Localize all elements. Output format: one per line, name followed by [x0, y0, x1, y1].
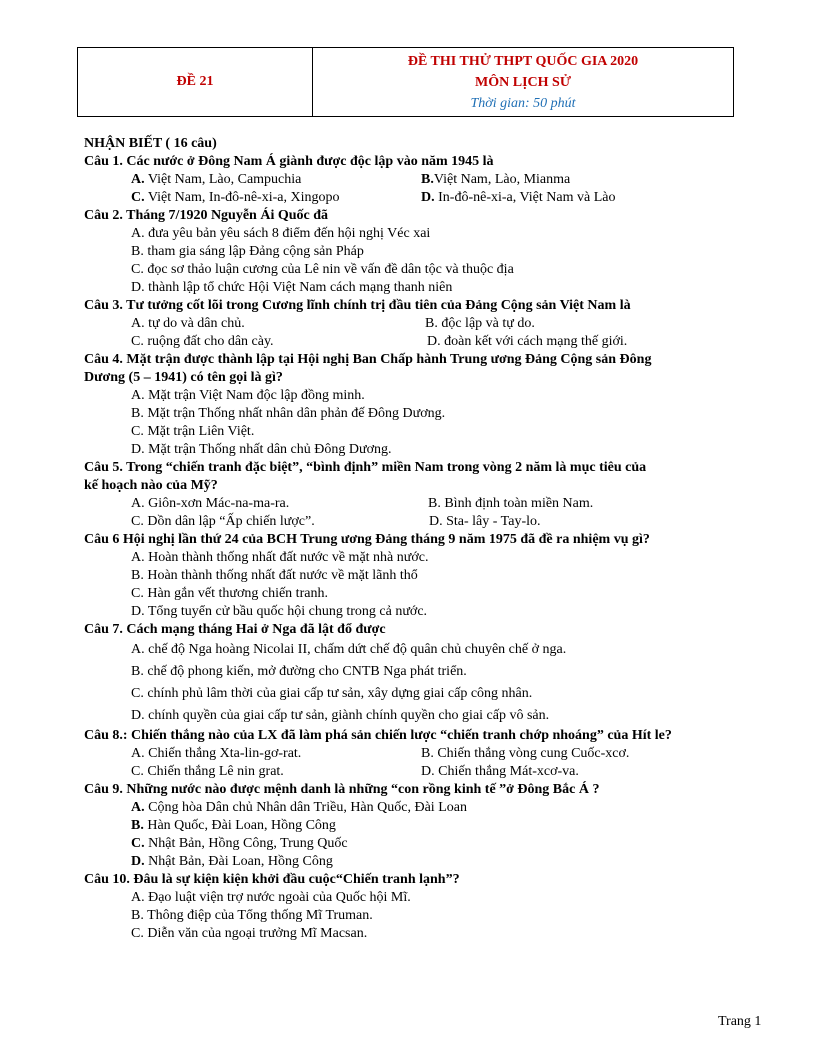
q1-row-cd: [84, 189, 774, 207]
q7-option-c: C. chính phủ lâm thời của giai cấp tư sản, xây dựng giai cấp công nhân.: [131, 686, 533, 701]
q3-option-d: D. đoàn kết với cách mạng thế giới.: [427, 334, 628, 349]
q1-option-d: D. In-đô-nê-xi-a, Việt Nam và Lào: [421, 190, 616, 205]
exam-time: Thời gian: 50 phút: [470, 95, 576, 111]
q8-option-b: B. Chiến thắng vòng cung Cuốc-xcơ.: [421, 746, 630, 761]
question-5-cont: kế hoạch nào của Mỹ?: [84, 478, 218, 493]
question-4-cont: Dương (5 – 1941) có tên gọi là gì?: [84, 370, 283, 385]
q3-row-ab: [84, 315, 774, 333]
question-8: Câu 8.: Chiến thắng nào của LX đã làm phá sản chiến lược “chiến tranh chớp nhoáng” của Hít le?: [84, 728, 672, 743]
exam-content: [84, 135, 774, 943]
q4-option-d: D. Mặt trận Thống nhất dân chủ Đông Dương.: [131, 442, 392, 457]
q8-row-ab: [84, 745, 774, 763]
q1-option-c: C. Việt Nam, In-đô-nê-xi-a, Xingopo: [131, 190, 340, 205]
exam-subject: MÔN LỊCH SỬ: [475, 74, 571, 90]
q9-option-a: A. Cộng hòa Dân chủ Nhân dân Triều, Hàn Quốc, Đài Loan: [131, 800, 467, 815]
section-heading: NHẬN BIẾT ( 16 câu): [84, 136, 217, 151]
q6-option-c: C. Hàn gắn vết thương chiến tranh.: [131, 586, 328, 601]
q2-option-c: C. đọc sơ thảo luận cương của Lê nin về vấn đề dân tộc và thuộc địa: [131, 262, 514, 277]
question-7: Câu 7. Cách mạng tháng Hai ở Nga đã lật đổ được: [84, 622, 386, 637]
page-number: Trang 1: [718, 1014, 762, 1029]
q5-option-a: A. Giôn-xơn Mác-na-ma-ra.: [131, 496, 290, 511]
q3-row-cd: [84, 333, 774, 351]
q5-option-c: C. Dồn dân lập “Ấp chiến lược”.: [131, 514, 315, 529]
q9-option-d: D. Nhật Bản, Đài Loan, Hồng Công: [131, 854, 333, 869]
q6-option-b: B. Hoàn thành thống nhất đất nước về mặt lãnh thổ: [131, 568, 418, 583]
exam-title-cell: [313, 48, 734, 117]
q5-row-ab: [84, 495, 774, 513]
q5-option-b: B. Bình định toàn miền Nam.: [428, 496, 594, 511]
q4-option-a: A. Mặt trận Việt Nam độc lập đồng minh.: [131, 388, 365, 403]
q2-option-b: B. tham gia sáng lập Đảng cộng sản Pháp: [131, 244, 364, 259]
header-table: [77, 47, 734, 117]
q10-option-b: B. Thông điệp của Tổng thống Mĩ Truman.: [131, 908, 373, 923]
q2-option-a: A. đưa yêu bản yêu sách 8 điểm đến hội nghị Véc xai: [131, 226, 431, 241]
exam-title: ĐỀ THI THỬ THPT QUỐC GIA 2020: [407, 53, 639, 69]
q7-option-b: B. chế độ phong kiến, mở đường cho CNTB Nga phát triển.: [131, 664, 467, 679]
q9-option-b: B. Hàn Quốc, Đài Loan, Hồng Công: [131, 818, 336, 833]
q1-option-b: B.Việt Nam, Lào, Mianma: [421, 172, 571, 187]
q10-option-c: C. Diễn văn của ngoại trưởng Mĩ Macsan.: [131, 926, 368, 941]
q6-option-d: D. Tổng tuyển cử bầu quốc hội chung trong cả nước.: [131, 604, 428, 619]
q6-option-a: A. Hoàn thành thống nhất đất nước về mặt nhà nước.: [131, 550, 429, 565]
q8-option-d: D. Chiến thắng Mát-xcơ-va.: [421, 764, 579, 779]
q1-option-a: A. Việt Nam, Lào, Campuchia: [131, 172, 302, 187]
q10-option-a: A. Đạo luật viện trợ nước ngoài của Quốc hội Mĩ.: [131, 890, 411, 905]
q4-option-b: B. Mặt trận Thống nhất nhân dân phản đế Đông Dương.: [131, 406, 446, 421]
q9-option-c: C. Nhật Bản, Hồng Công, Trung Quốc: [131, 836, 348, 851]
exam-code: ĐỀ 21: [78, 48, 313, 117]
question-10: Câu 10. Đâu là sự kiện kiện khởi đầu cuộc“Chiến tranh lạnh”?: [84, 872, 460, 887]
question-6: Câu 6 Hội nghị lần thứ 24 của BCH Trung ương Đảng tháng 9 năm 1975 đã đề ra nhiệm vụ gì?: [84, 532, 650, 547]
q8-row-cd: [84, 763, 774, 781]
q7-option-d: D. chính quyền của giai cấp tư sản, giành chính quyền cho giai cấp vô sản.: [131, 708, 550, 723]
q7-option-a: A. chế độ Nga hoàng Nicolai II, chấm dứt chế độ quân chủ chuyên chế ở nga.: [131, 642, 567, 657]
q2-option-d: D. thành lập tổ chức Hội Việt Nam cách mạng thanh niên: [131, 280, 453, 295]
q3-option-a: A. tự do và dân chủ.: [131, 316, 245, 331]
q5-option-d: D. Sta- lây - Tay-lo.: [429, 514, 541, 529]
question-4: Câu 4. Mặt trận được thành lập tại Hội nghị Ban Chấp hành Trung ương Đảng Cộng sản Đông: [84, 352, 652, 367]
question-5: Câu 5. Trong “chiến tranh đặc biệt”, “bình định” miền Nam trong vòng 2 năm là mục tiêu của: [84, 460, 647, 475]
question-2: Câu 2. Tháng 7/1920 Nguyễn Ái Quốc đã: [84, 208, 329, 223]
question-1: Câu 1. Các nước ở Đông Nam Á giành được độc lập vào năm 1945 là: [84, 154, 494, 169]
q5-row-cd: [84, 513, 774, 531]
question-3: Câu 3. Tư tưởng cốt lõi trong Cương lĩnh chính trị đầu tiên của Đảng Cộng sản Việt Nam là: [84, 298, 631, 313]
q8-option-c: C. Chiến thắng Lê nin grat.: [131, 764, 284, 779]
q3-option-b: B. độc lập và tự do.: [425, 316, 535, 331]
q1-row-ab: [84, 171, 774, 189]
q4-option-c: C. Mặt trận Liên Việt.: [131, 424, 255, 439]
q3-option-c: C. ruộng đất cho dân cày.: [131, 334, 274, 349]
q8-option-a: A. Chiến thắng Xta-lin-gơ-rat.: [131, 746, 302, 761]
question-9: Câu 9. Những nước nào được mệnh danh là những “con rồng kinh tế ”ở Đông Bắc Á ?: [84, 782, 600, 797]
